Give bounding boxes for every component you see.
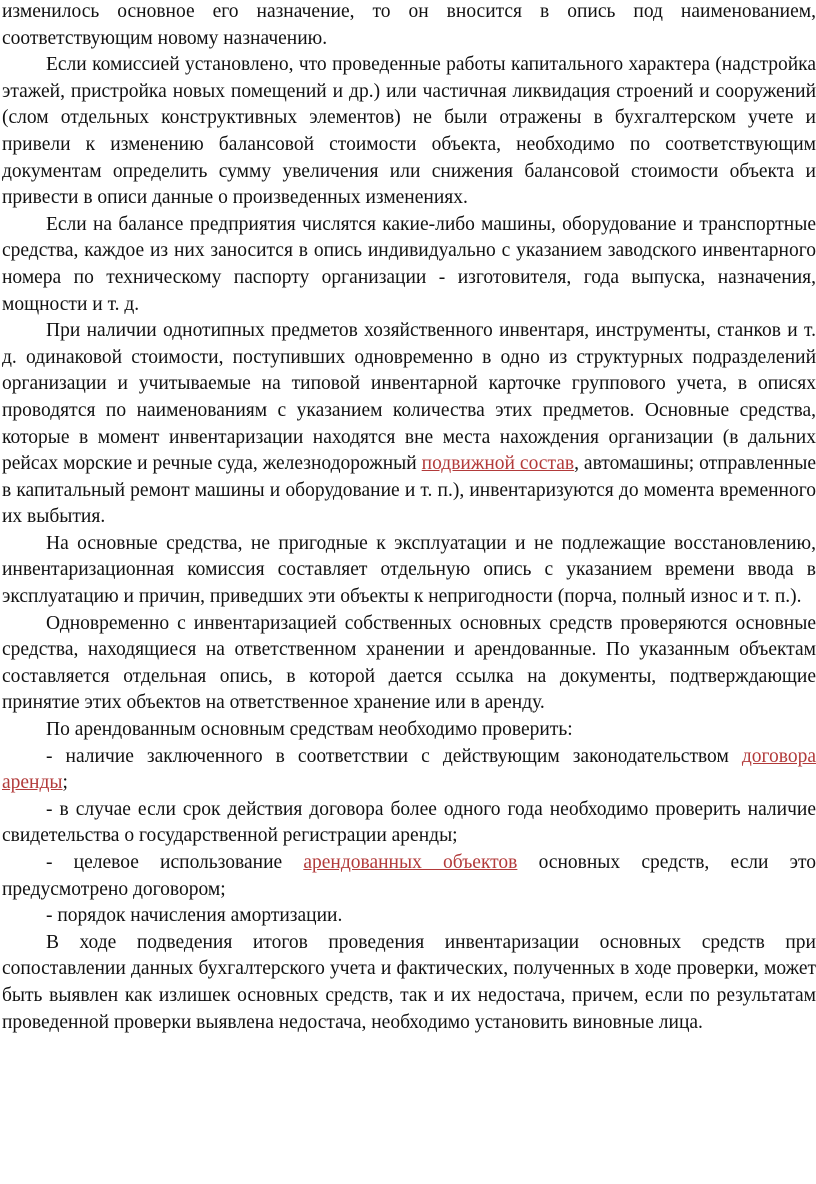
list-item [2,744,816,797]
paragraph-text: - наличие заключенного в соответствии с действующим законодательством [46,745,742,767]
paragraph-text: ; [62,772,68,794]
paragraph [2,930,816,1036]
paragraph-text: , автомашины; отправленные в капитальный ремонт машины и оборудование и т. п.), инвентаризуются до момента временного их выбытия. [2,453,816,528]
paragraph-text: - в случае если срок действия договора более одного года необходимо проверить наличие свидетельства о государственной регистрации аренды; [2,798,816,847]
paragraph-text: - целевое использование [46,852,304,873]
paragraph [2,0,816,52]
paragraph-text: На основные средства, не пригодные к эксплуатации и не подлежащие восстановлению, инвентаризационная комиссия составляет отдельную опись с указанием времени ввода в эксплуатацию и причин, приведших эти объекты к непригодности (порча, полный износ и т. п.). [2,532,816,608]
paragraph [2,212,816,318]
paragraph [2,318,816,531]
paragraph-text: В ходе подведения итогов проведения инвентаризации основных средств при сопоставлении данных бухгалтерского учета и фактических, полученных в ходе проверки, может быть выявлен как излишек основных средств, так и их недостача, причем, если по результатам проведенной проверки выявлена недостача, необходимо установить виновные лица. [2,931,816,1033]
paragraph-text: - порядок начисления амортизации. [46,905,343,927]
paragraph-text: Одновременно с инвентаризацией собственных основных средств проверяются основные средства, находящиеся на ответственном хранении и арендованные. По указанным объектам составляется отдельная опись, в которой дается ссылка на документы, подтверждающие принятие этих объектов на ответственное хранение или в аренду. [2,612,816,714]
link-podvizhnoy-sostav[interactable]: подвижной состав [421,453,575,475]
list-item [2,850,816,903]
paragraph-text: При наличии однотипных предметов хозяйственного инвентаря, инструменты, станков и т. д. одинаковой стоимости, поступивших одновременно в одно из структурных подразделений организации и учитываемые на типовой инвентарной карточке группового учета, в описях проводятся по наименованиям с указанием количества этих предметов. Основные средства, которые в момент инвентаризации находятся вне места нахождения организации (в дальних рейсах морские и речные суда, железнодорожный [2,320,816,475]
list-item [2,797,816,850]
paragraph-text: Если комиссией установлено, что проведенные работы капитального характера (надстройка этажей, пристройка новых помещений и др.) или частичная ликвидация строений и сооружений (слом отдельных конструктивных элементов) не были отражены в бухгалтерском учете и привели к изменению балансовой стоимости объекта, необходимо по соответствующим документам определить сумму увеличения или снижения балансовой стоимости объекта и привести в описи данные о произведенных изменениях. [2,54,816,209]
paragraph [2,717,816,744]
link-dogovora-arendy[interactable]: договора аренды [2,745,816,794]
paragraph-text: изменилось основное его назначение, то он вносится в опись под наименованием, соответствующим новому назначению. [2,1,816,49]
paragraph [2,611,816,717]
paragraph-text: Если на балансе предприятия числятся какие-либо машины, оборудование и транспортные средства, каждое из них заносится в опись индивидуально с указанием заводского инвентарного номера по техническому паспорту организации - изготовителя, года выпуска, назначения, мощности и т. д. [2,213,816,315]
list-item [2,903,816,930]
paragraph [2,52,816,212]
paragraph [2,531,816,611]
paragraph-text: основных средств, если это предусмотрено договором; [2,852,816,900]
link-arendovannyh-obektov[interactable]: арендованных объектов [303,852,518,873]
paragraph-text: По арендованным основным средствам необходимо проверить: [46,719,573,741]
